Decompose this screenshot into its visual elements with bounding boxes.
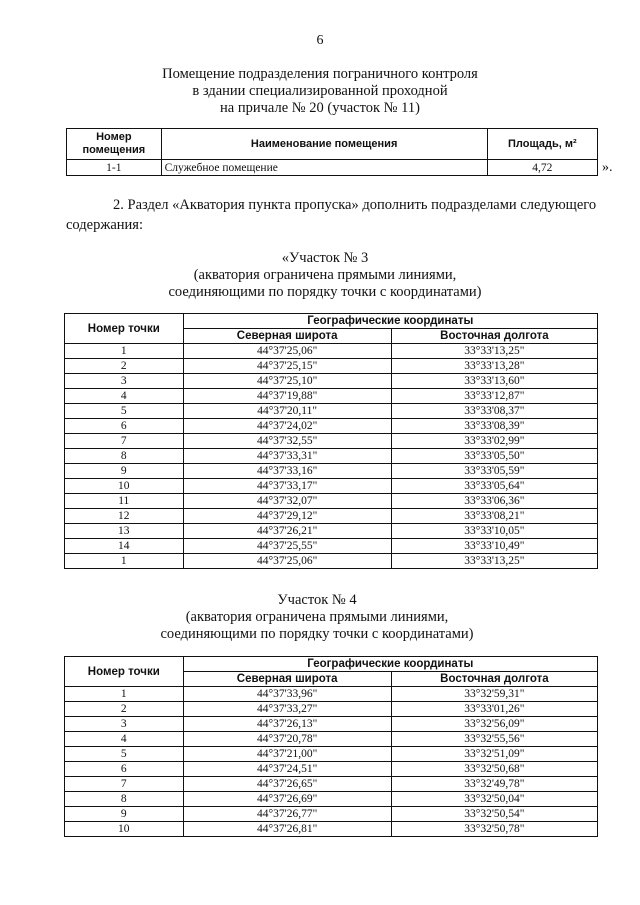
longitude-cell: 33°33'13,25" (391, 554, 597, 569)
table-row (65, 419, 598, 434)
longitude-cell: 33°32'50,78" (391, 822, 597, 837)
closing-quote: ». (602, 160, 613, 175)
area3-rows (65, 344, 598, 569)
point-number: 8 (65, 449, 184, 464)
point-number: 12 (65, 509, 184, 524)
room-number: 1-1 (67, 160, 162, 176)
longitude-cell: 33°33'05,50" (391, 449, 597, 464)
point-number: 10 (65, 479, 184, 494)
latitude-cell: 44°37'26,81" (183, 822, 391, 837)
latitude-cell: 44°37'32,55" (183, 434, 391, 449)
table-row (65, 434, 598, 449)
point-number: 5 (65, 747, 184, 762)
point-number: 1 (65, 687, 184, 702)
latitude-cell: 44°37'26,13" (183, 717, 391, 732)
latitude-cell: 44°37'33,16" (183, 464, 391, 479)
point-number: 9 (65, 464, 184, 479)
latitude-cell: 44°37'33,31" (183, 449, 391, 464)
title-line: на причале № 20 (участок № 11) (220, 100, 420, 116)
table-row (65, 822, 598, 837)
title-line: (акватория ограничена прямыми линиями, (185, 609, 449, 625)
longitude-cell: 33°32'55,56" (391, 732, 597, 747)
latitude-cell: 44°37'26,69" (183, 792, 391, 807)
page-number: 6 (316, 33, 324, 48)
title-line: соединяющими по порядку точки с координатами) (160, 626, 474, 642)
latitude-cell: 44°37'26,65" (183, 777, 391, 792)
table-row (65, 717, 598, 732)
latitude-cell: 44°37'32,07" (183, 494, 391, 509)
room-section-title (0, 66, 640, 117)
point-number: 2 (65, 359, 184, 374)
longitude-cell: 33°33'06,36" (391, 494, 597, 509)
title-line: «Участок № 3 (281, 250, 369, 266)
table-row (65, 732, 598, 747)
latitude-cell: 44°37'20,78" (183, 732, 391, 747)
table-row (65, 449, 598, 464)
latitude-cell: 44°37'25,10" (183, 374, 391, 389)
longitude-cell: 33°33'12,87" (391, 389, 597, 404)
longitude-cell: 33°32'51,09" (391, 747, 597, 762)
table-row (67, 160, 598, 176)
longitude-cell: 33°33'13,60" (391, 374, 597, 389)
longitude-cell: 33°33'08,37" (391, 404, 597, 419)
longitude-cell: 33°33'08,21" (391, 509, 597, 524)
table-row (65, 494, 598, 509)
point-number: 3 (65, 717, 184, 732)
table-row (65, 389, 598, 404)
point-number: 5 (65, 404, 184, 419)
point-number: 14 (65, 539, 184, 554)
longitude-cell: 33°32'50,54" (391, 807, 597, 822)
table-row (65, 762, 598, 777)
table-row (65, 777, 598, 792)
table-row (65, 687, 598, 702)
longitude-cell: 33°32'50,68" (391, 762, 597, 777)
area4-coordinates-table (64, 656, 598, 837)
title-line: Участок № 4 (277, 592, 357, 608)
longitude-cell: 33°32'49,78" (391, 777, 597, 792)
longitude-cell: 33°33'10,05" (391, 524, 597, 539)
longitude-cell: 33°33'05,59" (391, 464, 597, 479)
amendment-paragraph: 2. Раздел «Акватория пункта пропуска» дополнить подразделами следующего содержания: (66, 197, 597, 233)
point-number: 6 (65, 419, 184, 434)
point-number: 6 (65, 762, 184, 777)
point-number: 4 (65, 732, 184, 747)
area3-coordinates-table (64, 313, 598, 569)
latitude-cell: 44°37'33,96" (183, 687, 391, 702)
point-number: 7 (65, 434, 184, 449)
latitude-cell: 44°37'24,02" (183, 419, 391, 434)
title-line: Помещение подразделения пограничного контроля (162, 66, 478, 82)
table-row (65, 374, 598, 389)
latitude-cell: 44°37'25,55" (183, 539, 391, 554)
table-row (65, 524, 598, 539)
latitude-cell: 44°37'24,51" (183, 762, 391, 777)
latitude-cell: 44°37'33,27" (183, 702, 391, 717)
header-geo-coordinates: Географические координаты (183, 657, 597, 672)
longitude-cell: 33°33'08,39" (391, 419, 597, 434)
longitude-cell: 33°33'02,99" (391, 434, 597, 449)
point-number: 4 (65, 389, 184, 404)
area4-rows (65, 687, 598, 837)
longitude-cell: 33°33'13,25" (391, 344, 597, 359)
longitude-cell: 33°33'05,64" (391, 479, 597, 494)
point-number: 1 (65, 344, 184, 359)
point-number: 2 (65, 702, 184, 717)
latitude-cell: 44°37'25,15" (183, 359, 391, 374)
room-table (66, 128, 598, 176)
latitude-cell: 44°37'19,88" (183, 389, 391, 404)
table-row (65, 359, 598, 374)
latitude-cell: 44°37'21,00" (183, 747, 391, 762)
longitude-cell: 33°33'10,49" (391, 539, 597, 554)
longitude-cell: 33°33'01,26" (391, 702, 597, 717)
latitude-cell: 44°37'29,12" (183, 509, 391, 524)
header-latitude: Северная широта (183, 672, 391, 687)
header-point-number: Номер точки (65, 657, 184, 687)
latitude-cell: 44°37'20,11" (183, 404, 391, 419)
longitude-cell: 33°32'56,09" (391, 717, 597, 732)
table-row (65, 747, 598, 762)
table-row (65, 464, 598, 479)
point-number: 10 (65, 822, 184, 837)
table-row (65, 539, 598, 554)
latitude-cell: 44°37'33,17" (183, 479, 391, 494)
point-number: 3 (65, 374, 184, 389)
header-geo-coordinates: Географические координаты (183, 314, 597, 329)
header-point-number: Номер точки (65, 314, 184, 344)
point-number: 11 (65, 494, 184, 509)
table-row (65, 344, 598, 359)
longitude-cell: 33°33'13,28" (391, 359, 597, 374)
header-room-name: Наименование помещения (161, 129, 487, 160)
room-area: 4,72 (487, 160, 597, 176)
table-row (65, 554, 598, 569)
point-number: 9 (65, 807, 184, 822)
table-row (65, 479, 598, 494)
longitude-cell: 33°32'50,04" (391, 792, 597, 807)
table-row (65, 807, 598, 822)
header-room-area: Площадь, м² (487, 129, 597, 160)
header-longitude: Восточная долгота (391, 329, 597, 344)
area3-title (0, 250, 640, 301)
point-number: 7 (65, 777, 184, 792)
latitude-cell: 44°37'25,06" (183, 554, 391, 569)
latitude-cell: 44°37'26,77" (183, 807, 391, 822)
area4-title (0, 592, 640, 643)
latitude-cell: 44°37'26,21" (183, 524, 391, 539)
title-line: (акватория ограничена прямыми линиями, (193, 267, 457, 283)
header-room-number: Номер помещения (67, 129, 162, 160)
title-line: соединяющими по порядку точки с координатами) (168, 284, 482, 300)
table-row (65, 509, 598, 524)
point-number: 13 (65, 524, 184, 539)
table-row (65, 792, 598, 807)
room-name: Служебное помещение (161, 160, 487, 176)
longitude-cell: 33°32'59,31" (391, 687, 597, 702)
point-number: 8 (65, 792, 184, 807)
header-longitude: Восточная долгота (391, 672, 597, 687)
table-row (65, 404, 598, 419)
header-latitude: Северная широта (183, 329, 391, 344)
latitude-cell: 44°37'25,06" (183, 344, 391, 359)
point-number: 1 (65, 554, 184, 569)
table-row (65, 702, 598, 717)
title-line: в здании специализированной проходной (192, 83, 448, 99)
